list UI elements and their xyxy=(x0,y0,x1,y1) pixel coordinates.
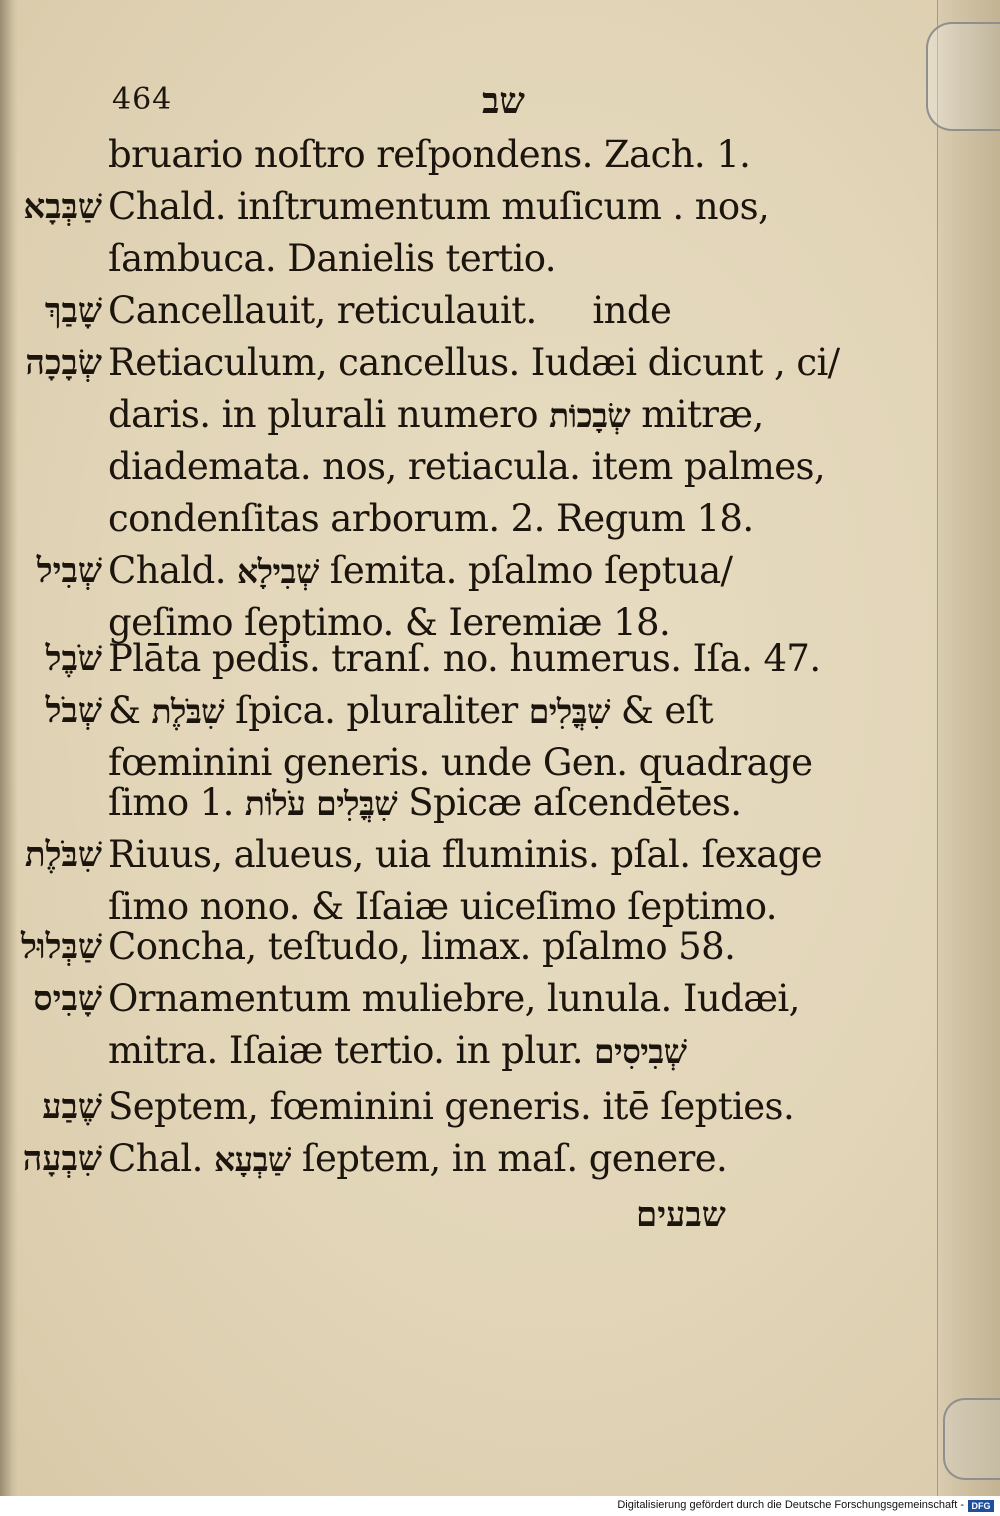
entry-line xyxy=(0,632,821,686)
hebrew-word: שִׁבֳּלִים עֹלוֹת xyxy=(244,784,398,823)
text-line xyxy=(0,232,770,286)
entry-line xyxy=(0,1080,795,1134)
hebrew-word: שְׂבָכוֹת xyxy=(549,396,631,435)
line-text: Septem, fœminini generis. itē ſepties. xyxy=(108,1085,795,1128)
headword: שְׂבָכָה xyxy=(25,343,102,383)
page-number: 464 xyxy=(112,82,173,117)
line-text: Riuus, alueus, uia fluminis. pſal. ſexage xyxy=(108,833,823,876)
next-page-edge xyxy=(937,0,1000,1496)
headword: שִׁבֹּלֶת xyxy=(24,835,102,875)
catchword: שבעים xyxy=(636,1195,726,1235)
headword: שְׁבֹל xyxy=(45,691,102,731)
line-text: daris. in plurali numero שְׂבָכוֹת mitræ, xyxy=(108,393,764,436)
line-text: Chald. שְׁבִילָא ſemita. pſalmo ſeptua/ xyxy=(108,549,733,592)
text-line xyxy=(0,776,770,830)
line-text: Plāta pedis. tranſ. no. humerus. Iſa. 47. xyxy=(108,637,821,680)
line-text: bruario noſtro reſpondens. Zach. 1. xyxy=(108,133,751,176)
line-text: fœminini generis. unde Gen. quadrage xyxy=(108,741,813,784)
line-text: geſimo ſeptimo. & Ieremiæ 18. xyxy=(108,601,671,644)
entry-line xyxy=(0,180,770,234)
headword: שַׁבְּבָא xyxy=(23,187,102,227)
line-text: mitra. Iſaiæ tertio. in plur. שְׁבִיסִים xyxy=(108,1029,687,1072)
hebrew-word: שַׁבְעָא xyxy=(213,1140,291,1179)
hebrew-word: שְׁבִיסִים xyxy=(594,1032,687,1071)
text-line xyxy=(0,1024,770,1078)
line-text: ſimo nono. & Iſaiæ uiceſimo ſeptimo. xyxy=(108,885,777,928)
headword: שֹׁבֶל xyxy=(45,639,102,679)
hebrew-word: שִׁבֹּלֶת xyxy=(151,692,224,731)
running-head: שב xyxy=(482,80,525,122)
hebrew-word: שִׁבֳּלִים xyxy=(528,692,610,731)
line-text: ſambuca. Danielis tertio. xyxy=(108,237,556,280)
line-text: & שִׁבֹּלֶת ſpica. pluraliter שִׁבֳּלִים & eſt xyxy=(108,689,714,732)
entry-line xyxy=(0,336,840,390)
line-text: ſimo 1. שִׁבֳּלִים עֹלוֹת Spicæ aſcendētes. xyxy=(108,781,742,824)
entry-line xyxy=(0,828,823,882)
text-line xyxy=(0,128,770,182)
digitization-credit: Digitalisierung gefördert durch die Deutsche Forschungsgemeinschaft - xyxy=(617,1499,964,1511)
text-line xyxy=(0,492,770,546)
line-text: diademata. nos, retiacula. item palmes, xyxy=(108,445,826,488)
headword: שַׁבְּלוּל xyxy=(21,927,102,967)
hebrew-word: שְׁבִילָא xyxy=(237,552,319,591)
headword: שֶׁבַע xyxy=(42,1087,102,1127)
line-text: Cancellauit, reticulauit. inde xyxy=(108,289,672,332)
line-text: Chald. inſtrumentum muſicum . nos, xyxy=(108,185,770,228)
headword: שָׁבַךְ xyxy=(44,291,102,331)
entry-line xyxy=(0,1132,770,1186)
dfg-logo: DFG xyxy=(968,1500,994,1512)
line-text: Chal. שַׁבְעָא ſeptem, in maſ. genere. xyxy=(108,1137,728,1180)
entry-line xyxy=(0,544,770,598)
entry-line xyxy=(0,284,770,338)
book-clip-bottom xyxy=(943,1398,1000,1480)
headword: שְׁבִיל xyxy=(36,551,102,591)
line-text: Ornamentum muliebre, lunula. Iudæi, xyxy=(108,977,800,1020)
headword: שָׁבִיס xyxy=(33,979,102,1019)
entry-line xyxy=(0,920,770,974)
line-text: condenſitas arborum. 2. Regum 18. xyxy=(108,497,754,540)
headword: שִׁבְעָה xyxy=(22,1139,102,1179)
text-line xyxy=(0,440,826,494)
line-text: Concha, teſtudo, limax. pſalmo 58. xyxy=(108,925,736,968)
entry-line xyxy=(0,684,770,738)
text-line xyxy=(0,388,770,442)
line-text: Retiaculum, cancellus. Iudæi dicunt , ci/ xyxy=(108,341,840,384)
book-clip-top xyxy=(926,22,1000,131)
entry-line xyxy=(0,972,800,1026)
